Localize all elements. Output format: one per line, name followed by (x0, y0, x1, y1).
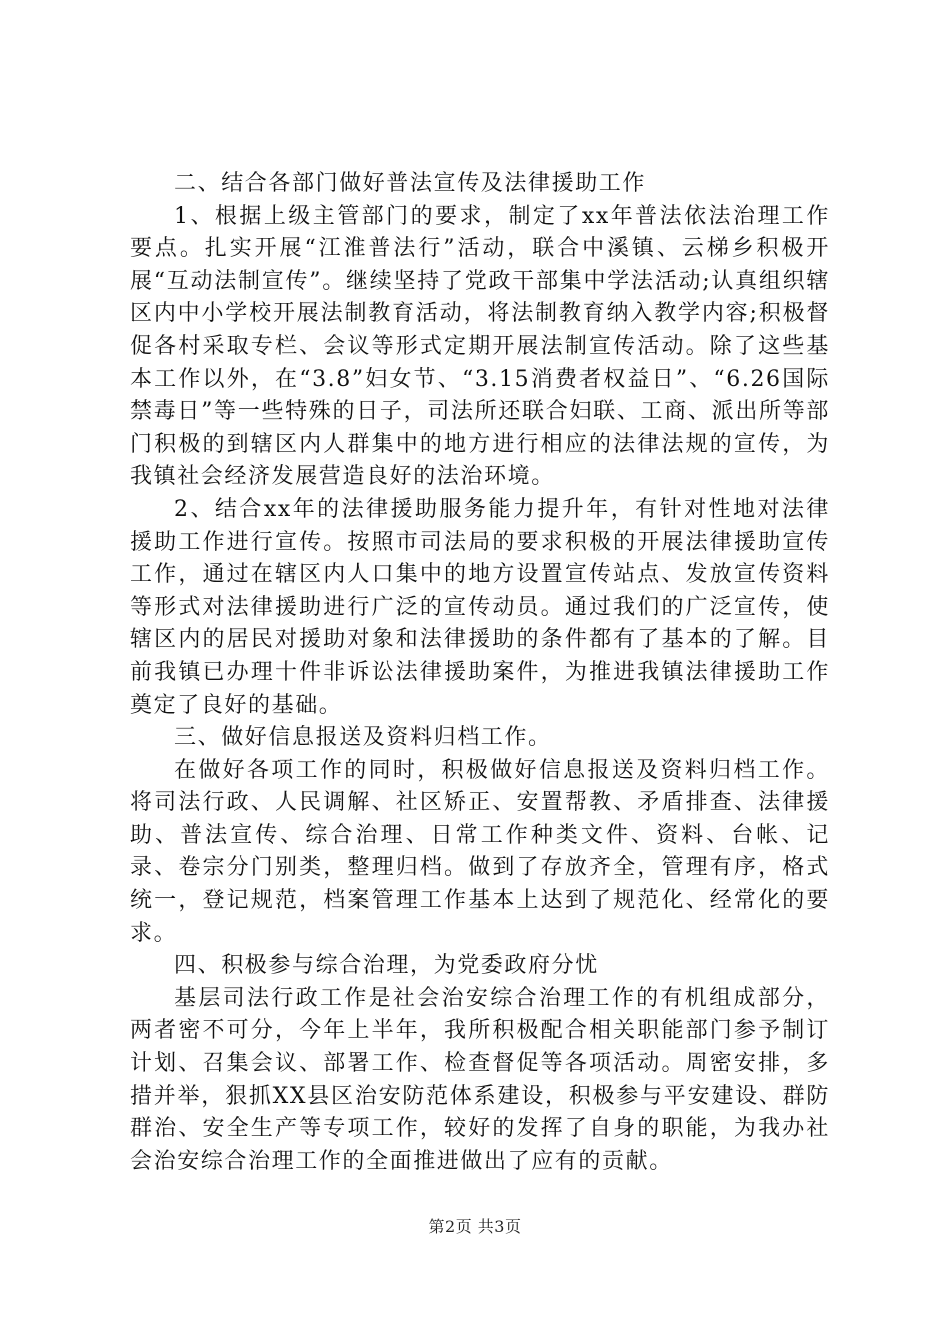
paragraph-2: 2、结合xx年的法律援助服务能力提升年，有针对性地对法律援助工作进行宣传。按照市司法局的要求积极的开展法律援助宣传工作，通过在辖区内人口集中的地方设置宣传站点、发放宣传资料等形式对法律援助进行广泛的宣传动员。通过我们的广泛宣传，使辖区内的居民对援助对象和法律援助的条件都有了基本的了解。目前我镇已办理十件非诉讼法律援助案件，为推进我镇法律援助工作奠定了良好的基础。 (130, 496, 830, 718)
section-heading-2: 二、结合各部门做好普法宣传及法律援助工作 (174, 171, 647, 196)
document-body (130, 168, 830, 1178)
paragraph-4: 基层司法行政工作是社会治安综合治理工作的有机组成部分，两者密不可分，今年上半年，我所积极配合相关职能部门参予制订计划、召集会议、部署工作、检查督促等各项活动。周密安排，多措并举，狠抓XX县区治安防范体系建设，积极参与平安建设、群防群治、安全生产等专项工作，较好的发挥了自身的职能，为我办社会治安综合治理工作的全面推进做出了应有的贡献。 (130, 985, 830, 1174)
section-heading-4: 四、积极参与综合治理，为党委政府分忧 (174, 953, 599, 979)
paragraph-1: 1、根据上级主管部门的要求，制定了xx年普法依法治理工作要点。扎实开展“江淮普法行”活动，联合中溪镇、云梯乡积极开展“互动法制宣传”。继续坚持了党政干部集中学法活动;认真组织辖区内中小学校开展法制教育活动，将法制教育纳入教学内容;积极督促各村采取专栏、会议等形式定期开展法制宣传活动。除了这些基本工作以外，在“3.8”妇女节、“3.15消费者权益日”、“6.26国际禁毒日”等一些特殊的日子，司法所还联合妇联、工商、派出所等部门积极的到辖区内人群集中的地方进行相应的法律法规的宣传，为我镇社会经济发展营造良好的法治环境。 (130, 203, 830, 490)
paragraph-3: 在做好各项工作的同时，积极做好信息报送及资料归档工作。将司法行政、人民调解、社区矫正、安置帮教、矛盾排查、法律援助、普法宣传、综合治理、日常工作种类文件、资料、台帐、记录、卷宗分门别类，整理归档。做到了存放齐全，管理有序，格式统一，登记规范，档案管理工作基本上达到了规范化、经常化的要求。 (130, 757, 830, 946)
page-number-footer: 第2页 共3页 (428, 1217, 522, 1236)
section-heading-3: 三、做好信息报送及资料归档工作。 (174, 725, 552, 751)
